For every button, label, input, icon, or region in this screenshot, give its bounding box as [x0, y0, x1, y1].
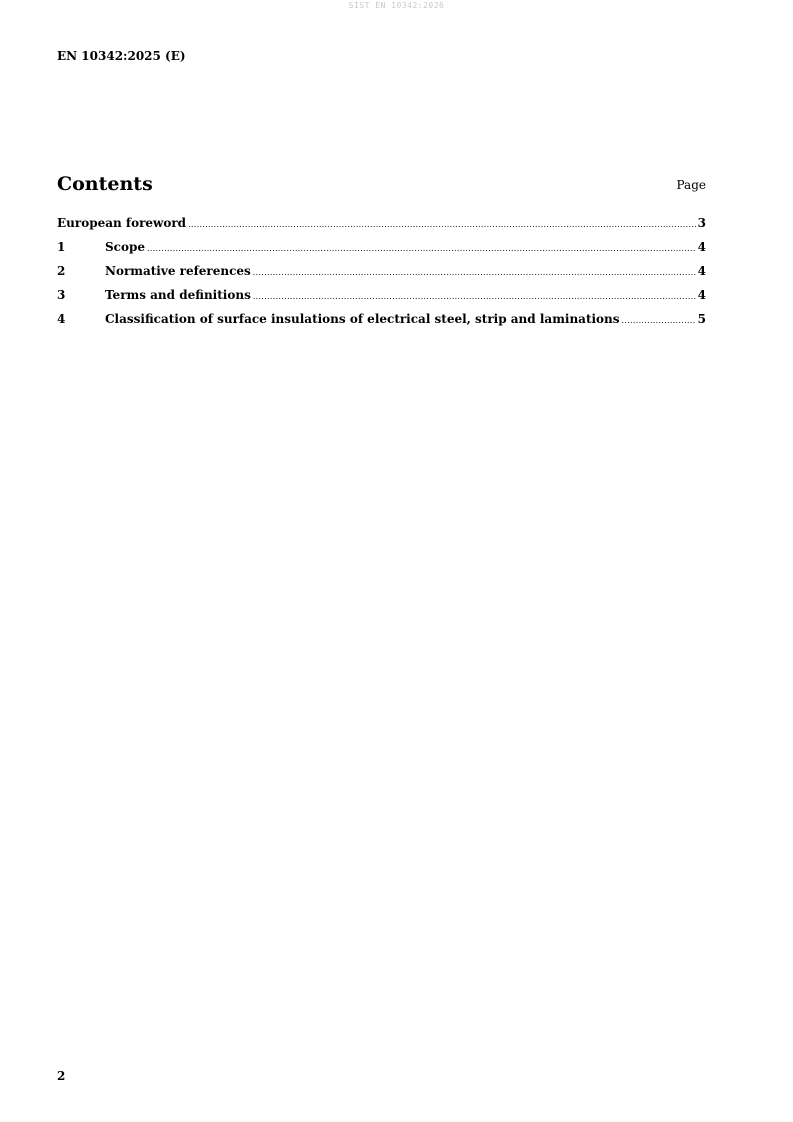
toc-entry-number: 1: [57, 240, 66, 254]
toc-entry-number: 2: [57, 264, 66, 278]
toc-entry-terms-and-definitions[interactable]: [57, 288, 706, 312]
toc-entry-normative-references[interactable]: [57, 264, 706, 288]
toc-entry-page: 3: [697, 216, 706, 230]
page-number: 2: [57, 1069, 66, 1083]
toc-dot-leader: [253, 292, 696, 301]
table-of-contents: [57, 216, 706, 336]
toc-entry-title: Scope: [105, 240, 146, 254]
toc-dot-leader: [253, 268, 696, 277]
watermark: SIST EN 10342:2026: [348, 1, 445, 10]
toc-entry-number: 3: [57, 288, 66, 302]
toc-entry-title: Classification of surface insulations of electrical steel, strip and laminations: [105, 312, 620, 326]
toc-dot-leader: [622, 316, 696, 325]
toc-entry-page: 4: [697, 264, 706, 278]
contents-title: Contents: [57, 173, 153, 195]
toc-dot-leader: [147, 244, 696, 253]
toc-entry-title: European foreword: [57, 216, 187, 230]
toc-dot-leader: [188, 220, 696, 229]
toc-entry-title: Normative references: [105, 264, 251, 278]
toc-entry-page: 4: [697, 240, 706, 254]
toc-entry-title: Terms and definitions: [105, 288, 251, 302]
document-id: EN 10342:2025 (E): [57, 49, 186, 63]
toc-entry-foreword[interactable]: [57, 216, 706, 240]
toc-entry-scope[interactable]: [57, 240, 706, 264]
toc-entry-page: 4: [697, 288, 706, 302]
page-column-label: Page: [676, 178, 706, 192]
toc-entry-page: 5: [697, 312, 706, 326]
toc-entry-number: 4: [57, 312, 66, 326]
toc-entry-classification[interactable]: [57, 312, 706, 336]
